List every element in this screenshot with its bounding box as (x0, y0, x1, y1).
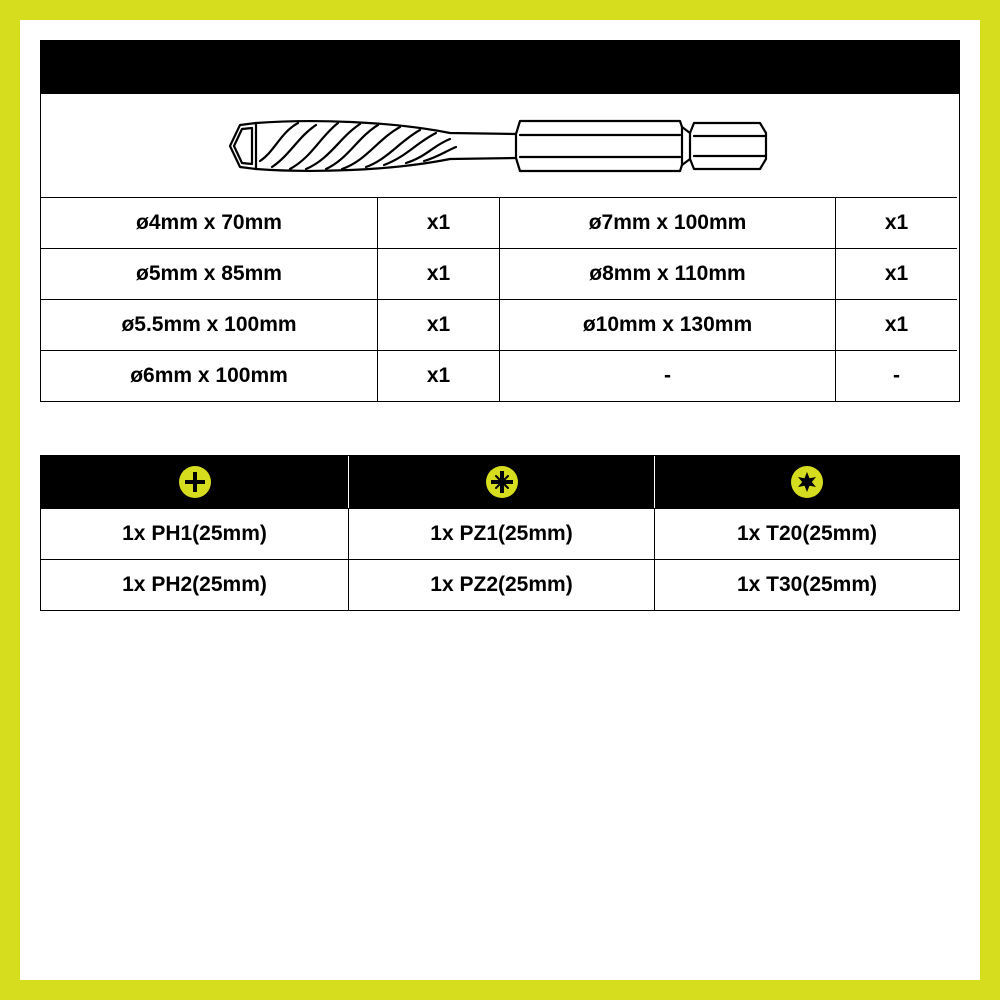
screwdriver-bit-table (40, 455, 960, 611)
drill-image-row (41, 93, 959, 197)
drill-size-cell: ø5.5mm x 100mm (41, 299, 377, 350)
drill-size-table (40, 40, 960, 402)
bit-cell: 1x PH2(25mm) (41, 559, 348, 610)
drill-qty-cell: x1 (377, 197, 499, 248)
drill-size-cell: ø8mm x 110mm (499, 248, 835, 299)
torx-icon (790, 465, 824, 499)
bit-type-header-torx (654, 456, 959, 508)
content-card (20, 20, 980, 980)
drill-qty-cell: x1 (377, 248, 499, 299)
pozidriv-icon (485, 465, 519, 499)
drill-qty-cell: x1 (835, 299, 957, 350)
drill-qty-cell: x1 (835, 197, 957, 248)
drill-table-header (41, 41, 959, 93)
bit-cell: 1x T20(25mm) (654, 508, 959, 559)
bit-type-header-phillips (41, 456, 348, 508)
drill-size-cell: ø7mm x 100mm (499, 197, 835, 248)
drill-qty-cell: x1 (377, 299, 499, 350)
drill-qty-cell: x1 (377, 350, 499, 401)
drill-size-cell: ø6mm x 100mm (41, 350, 377, 401)
bit-type-header-pozidriv (348, 456, 654, 508)
drill-size-cell: ø10mm x 130mm (499, 299, 835, 350)
drill-qty-cell: x1 (835, 248, 957, 299)
phillips-icon (178, 465, 212, 499)
drill-size-cell: - (499, 350, 835, 401)
drill-size-cell: ø5mm x 85mm (41, 248, 377, 299)
drill-size-grid (41, 197, 959, 401)
bit-cell: 1x PH1(25mm) (41, 508, 348, 559)
bit-cell: 1x T30(25mm) (654, 559, 959, 610)
drill-size-cell: ø4mm x 70mm (41, 197, 377, 248)
drill-qty-cell: - (835, 350, 957, 401)
bit-cell: 1x PZ2(25mm) (348, 559, 654, 610)
bit-cell: 1x PZ1(25mm) (348, 508, 654, 559)
masonry-drill-bit-icon (220, 111, 780, 181)
